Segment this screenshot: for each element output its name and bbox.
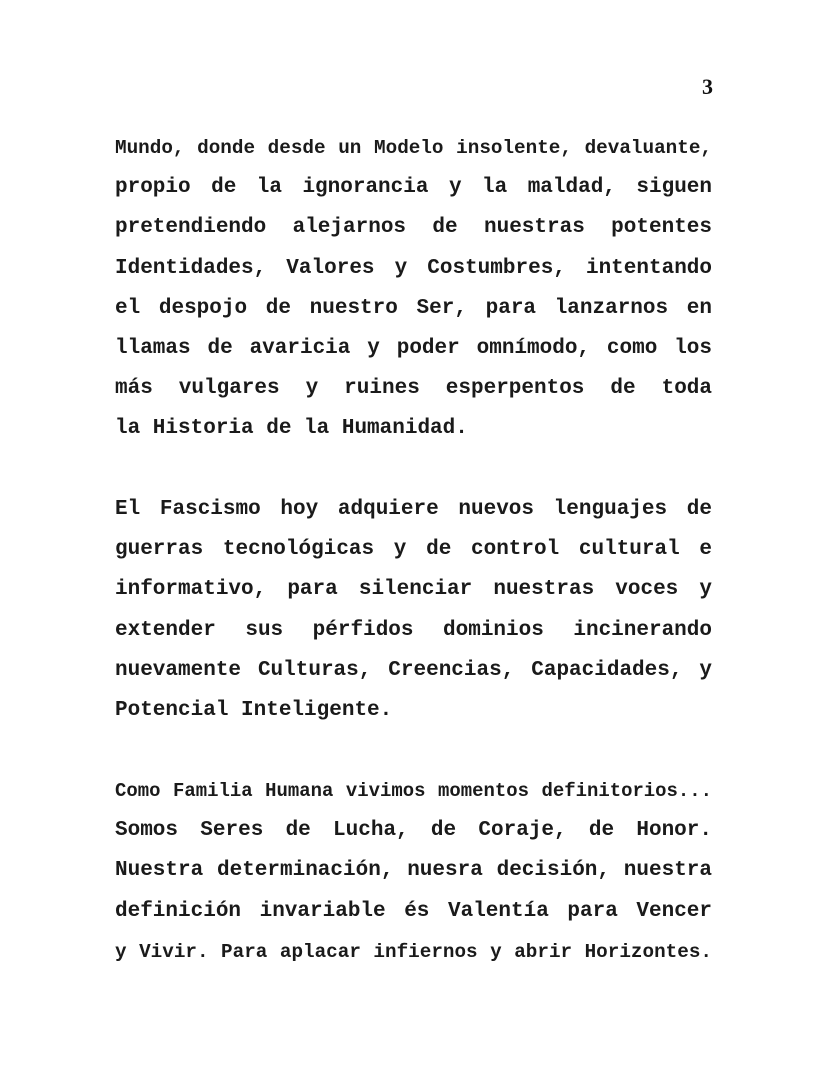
paragraph-line: guerras tecnológicas y de control cultural e bbox=[115, 538, 712, 562]
paragraph-line: extender sus pérfidos dominios incinerando bbox=[115, 618, 712, 642]
paragraph-line: Somos Seres de Lucha, de Coraje, de Honor. bbox=[115, 819, 712, 843]
paragraph-line: El Fascismo hoy adquiere nuevos lenguajes de bbox=[115, 498, 712, 521]
paragraph-line: Nuestra determinación, nuesra decisión, nuestra bbox=[115, 859, 712, 883]
paragraph-line: Potencial Inteligente. bbox=[115, 699, 393, 723]
paragraph-line: la Historia de la Humanidad. bbox=[115, 417, 468, 441]
paragraph-line: Mundo, donde desde un Modelo insolente, devaluante, bbox=[115, 137, 712, 159]
paragraph-line: propio de la ignorancia y la maldad, siguen bbox=[115, 176, 712, 200]
paragraph-line: llamas de avaricia y poder omnímodo, como los bbox=[115, 337, 712, 361]
paragraph-line: informativo, para silenciar nuestras voces y bbox=[115, 578, 712, 602]
paragraph-2 bbox=[115, 490, 712, 731]
paragraph-line: y Vivir. Para aplacar infiernos y abrir Horizontes. bbox=[115, 940, 712, 963]
page-number: 3 bbox=[702, 74, 713, 99]
paragraph-line: nuevamente Culturas, Creencias, Capacidades, y bbox=[115, 658, 712, 682]
paragraph-1 bbox=[115, 128, 712, 450]
paragraph-3 bbox=[115, 771, 712, 972]
paragraph-line: pretendiendo alejarnos de nuestras potentes bbox=[115, 216, 712, 240]
paragraph-line: Identidades, Valores y Costumbres, intentando bbox=[115, 256, 712, 280]
paragraph-line: el despojo de nuestro Ser, para lanzarnos en bbox=[115, 296, 712, 320]
paragraph-line: más vulgares y ruines esperpentos de toda bbox=[115, 377, 712, 401]
paragraph-line: Como Familia Humana vivimos momentos definitorios... bbox=[115, 780, 712, 802]
paragraph-line: definición invariable és Valentía para Vencer bbox=[115, 899, 712, 923]
